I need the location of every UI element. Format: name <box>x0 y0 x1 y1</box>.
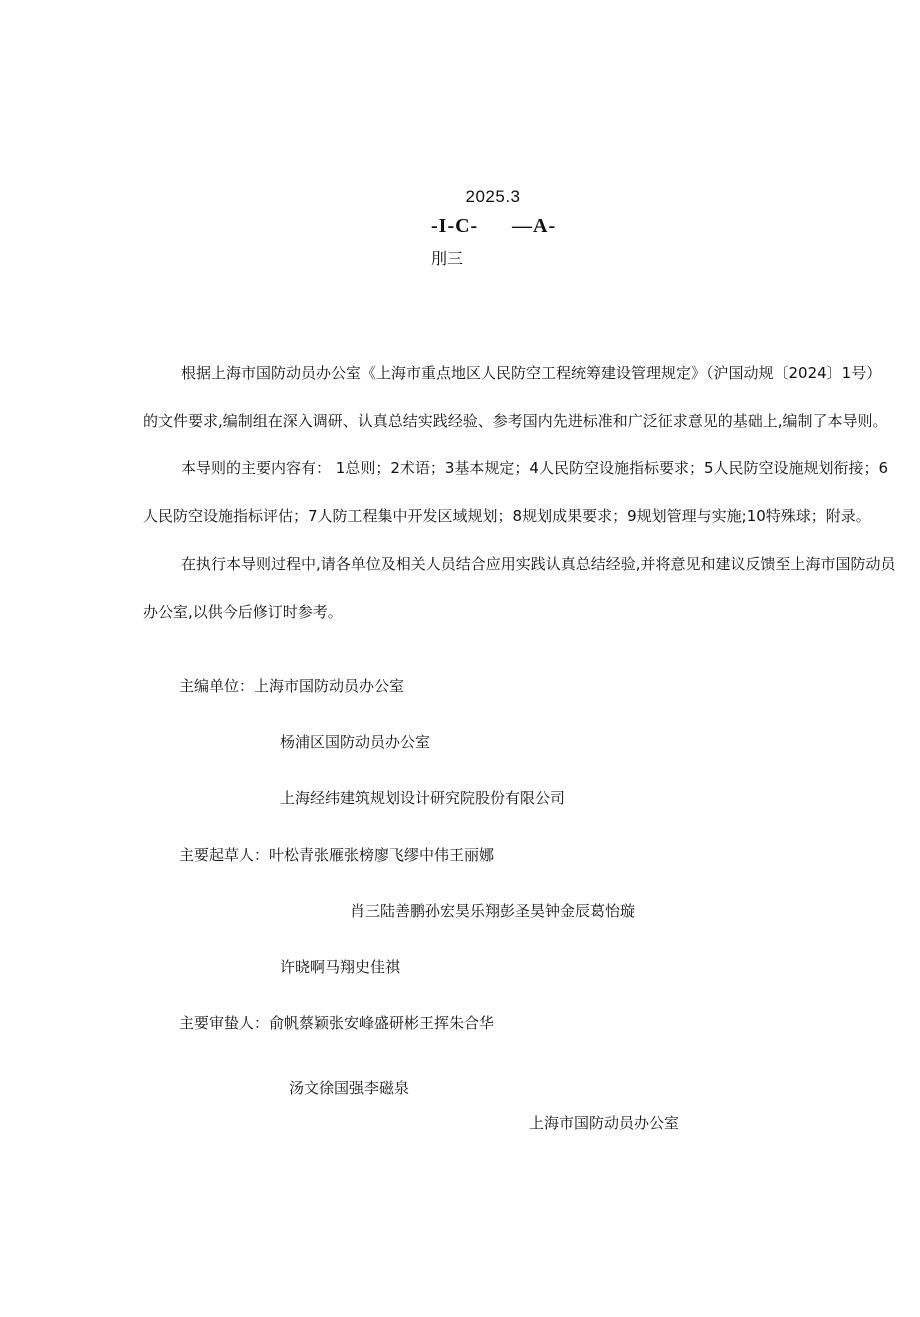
drafters-label: 主要起草人：叶松青张雁张榜廖飞缪中伟王丽娜 <box>179 846 495 864</box>
chief-units-label: 主编单位：上海市国防动员办公室 <box>179 677 405 695</box>
intro-paragraph-2-line-2: 人民防空设施指标评估；7人防工程集中开发区域规划；8规划成果要求；9规划管理与实施;10特殊球；附录。 <box>143 507 871 525</box>
chief-unit-2: 杨浦区国防动员办公室 <box>280 733 431 751</box>
intro-paragraph-2-line-1: 本导则的主要内容有： 1总则；2术语；3基本规定；4人民防空设施指标要求；5人民防空设施规划衔接；6 <box>181 459 889 477</box>
chief-unit-3: 上海经纬建筑规划设计研究院股份有限公司 <box>280 789 566 807</box>
garbled-text-left: -I-C- <box>431 215 479 237</box>
reviewers-label: 主要审蛰人：俞帆蔡颖张安峰盛研彬王挥朱合华 <box>179 1014 495 1032</box>
document-date: 2025.3 <box>465 187 521 206</box>
intro-paragraph-3-line-1: 在执行本导则过程中,请各单位及相关人员结合应用实践认真总结经验,并将意见和建议反馈至上海市国防动员 <box>181 555 896 573</box>
issuer-signature: 上海市国防动员办公室 <box>529 1114 680 1132</box>
reviewers-line-2: 汤文徐国强李磁泉 <box>289 1079 410 1097</box>
intro-paragraph-3-line-2: 办公室,以供今后修订时参考。 <box>143 603 343 621</box>
garbled-text-right: —A- <box>512 215 557 237</box>
drafters-line-3: 许晓啊马翔史佳祺 <box>280 958 401 976</box>
intro-paragraph-1-line-1: 根据上海市国防动员办公室《上海市重点地区人民防空工程统筹建设管理规定》（沪国动规〔2024〕1号） <box>181 364 882 382</box>
intro-paragraph-1-line-2: 的文件要求,编制组在深入调研、认真总结实践经验、参考国内先进标准和广泛征求意见的基础上,编制了本导则。 <box>143 412 888 430</box>
drafters-line-2: 肖三陆善鹏孙宏昊乐翔彭圣昊钟金辰葛怡璇 <box>350 902 636 920</box>
section-heading: 刖三 <box>431 249 464 268</box>
